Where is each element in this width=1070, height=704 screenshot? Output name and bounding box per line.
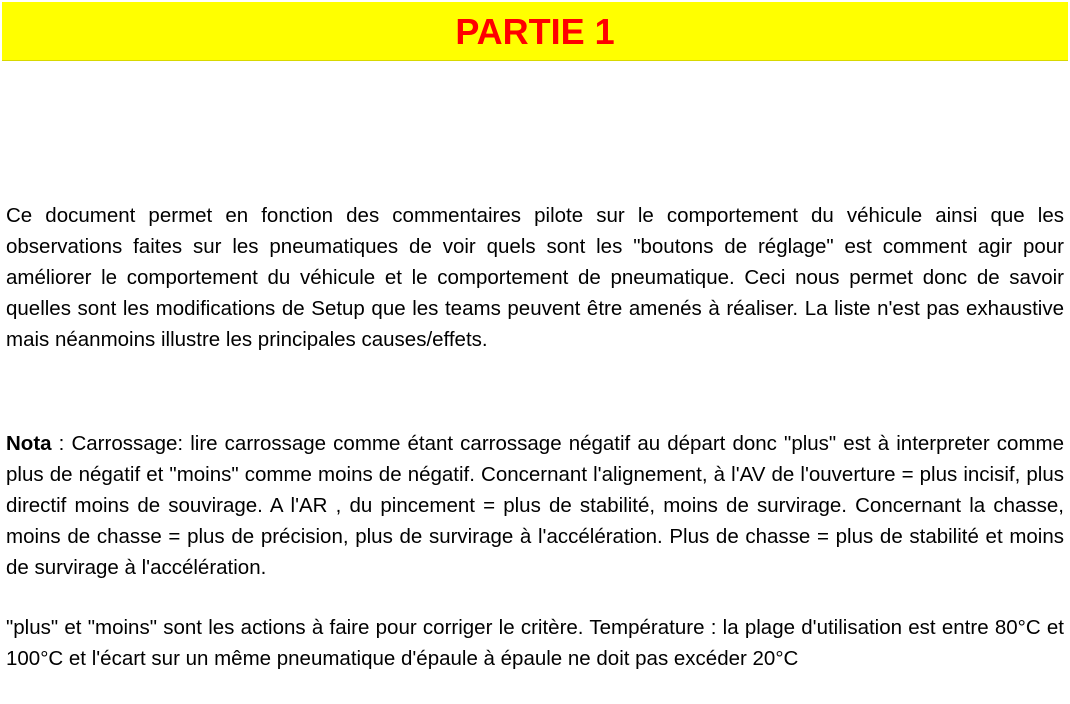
nota-text: : Carrossage: lire carrossage comme étant carrossage négatif au départ donc "plus" est à interpreter comme plus de négatif et "moins" comme moins de négatif. Concernant l'alignement, à l'AV de l'ouverture = plus incisif, plus directif moins de souvirage. A l'AR , du pincement = plus de stabilité, moins de survirage. Concernant la chasse, moins de chasse = plus de précision, plus de survirage à l'accélération. Plus de chasse = plus de stabilité et moins de survirage à l'accélération. — [6, 432, 1064, 579]
nota-label: Nota — [6, 432, 52, 455]
page-title: PARTIE 1 — [455, 11, 615, 52]
temperature-paragraph: "plus" et "moins" sont les actions à faire pour corriger le critère. Température : la plage d'utilisation est entre 80°C et 100°C et l'écart sur un même pneumatique d'épaule à épaule ne doit pas excéder 20°C — [6, 616, 1064, 670]
nota-paragraph — [6, 428, 1064, 583]
intro-paragraph: Ce document permet en fonction des commentaires pilote sur le comportement du véhicule ainsi que les observations faites sur les pneumatiques de voir quels sont les "boutons de réglage" est comment agir pour améliorer le comportement du véhicule et le comportement de pneumatique. Ceci nous permet donc de savoir quelles sont les modifications de Setup que les teams peuvent être amenés à réaliser. La liste n'est pas exhaustive mais néanmoins illustre les principales causes/effets. — [6, 204, 1064, 351]
title-banner — [2, 2, 1068, 61]
